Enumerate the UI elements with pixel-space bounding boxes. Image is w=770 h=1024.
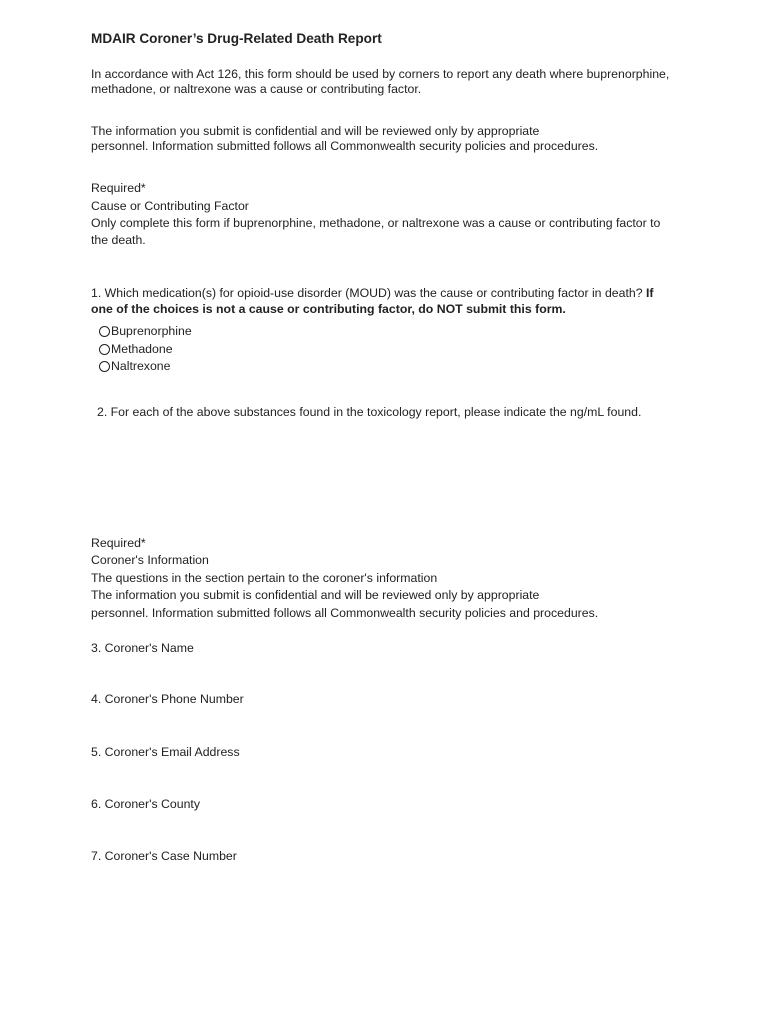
section2-confidentiality-2: personnel. Information submitted follows all Commonwealth security policies and procedures.	[91, 606, 599, 620]
section2-description: The questions in the section pertain to the coroner's information	[91, 571, 438, 585]
option-buprenorphine[interactable]	[99, 323, 192, 339]
option-naltrexone[interactable]	[99, 358, 170, 374]
question1-text: 1. Which medication(s) for opioid-use disorder (MOUD) was the cause or contributing factor in death?	[91, 286, 643, 300]
section2-confidentiality-1: The information you submit is confidential and will be reviewed only by appropriate	[91, 588, 540, 602]
question-coroner-name: 3. Coroner's Name	[91, 641, 194, 655]
section1-description-1: Only complete this form if buprenorphine, methadone, or naltrexone was a cause or contributing factor to	[91, 216, 661, 230]
question1-bold-inline: If	[645, 286, 654, 300]
option-label: Methadone	[111, 342, 173, 356]
form-title: MDAIR Coroner’s Drug-Related Death Report	[91, 31, 382, 46]
confidentiality-line-2: personnel. Information submitted follows all Commonwealth security policies and procedures.	[91, 139, 599, 153]
question1-line-1	[91, 285, 654, 301]
option-label: Naltrexone	[111, 359, 171, 373]
question-coroner-phone: 4. Coroner's Phone Number	[91, 692, 244, 706]
section1-description-2: the death.	[91, 233, 146, 247]
radio-icon[interactable]	[99, 344, 110, 355]
question1-line-2: one of the choices is not a cause or contributing factor, do NOT submit this form.	[91, 302, 566, 316]
question2-text: 2. For each of the above substances found in the toxicology report, please indicate the ng/mL found.	[97, 405, 642, 419]
section1-heading: Cause or Contributing Factor	[91, 199, 249, 213]
radio-icon[interactable]	[99, 326, 110, 337]
question-coroner-email: 5. Coroner's Email Address	[91, 745, 240, 759]
question-coroner-case-number: 7. Coroner's Case Number	[91, 849, 237, 863]
option-label: Buprenorphine	[111, 324, 192, 338]
confidentiality-line-1: The information you submit is confidential and will be reviewed only by appropriate	[91, 124, 540, 138]
intro-line-2: methadone, or naltrexone was a cause or contributing factor.	[91, 82, 422, 96]
intro-line-1: In accordance with Act 126, this form should be used by corners to report any death where buprenorphine,	[91, 67, 670, 81]
radio-icon[interactable]	[99, 361, 110, 372]
section2-heading: Coroner's Information	[91, 553, 209, 567]
question-coroner-county: 6. Coroner's County	[91, 797, 200, 811]
option-methadone[interactable]	[99, 341, 173, 357]
section2-required: Required*	[91, 536, 146, 550]
section1-required: Required*	[91, 181, 146, 195]
